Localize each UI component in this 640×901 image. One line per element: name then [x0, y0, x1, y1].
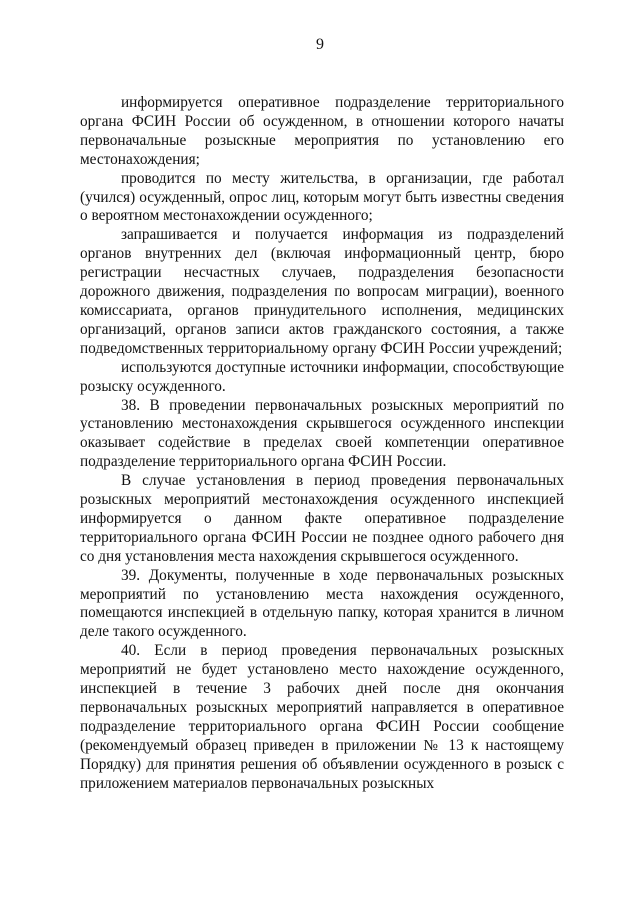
page-number: 9 — [316, 36, 324, 53]
paragraph-request-info: запрашивается и получается информация из подразделений органов внутренних дел (включая информационный центр, бюро регистрации несчастных случаев, подразделения безопасности дорожного движения, подразделения по вопросам миграции), военного комиссариата, органов принудительного исполнения, медицинских организаций, органов записи актов гражданского состояния, а также подведомственных территориальному органу ФСИН России учреждений; — [80, 226, 564, 357]
paragraph-38: 38. В проведении первоначальных розыскных мероприятий по установлению местонахождения скрывшегося осужденного инспекции оказывает содействие в пределах своей компетенции оперативное подразделение территориального органа ФСИН России. — [80, 396, 564, 471]
paragraph-inform-operative: информируется оперативное подразделение территориального органа ФСИН России об осужденном, в отношении которого начаты первоначальные розыскные мероприятия по установлению его местонахождения; — [80, 94, 564, 168]
paragraph-40: 40. Если в период проведения первоначальных розыскных мероприятий не будет установлено место нахождение осужденного, инспекцией в течение 3 рабочих дней после дня окончания первоначальных розыскных мероприятий направляется в оперативное подразделение территориального органа ФСИН России сообщение (рекомендуемый образец приведен в приложении № 13 к настоящему Порядку) для принятия решения об объявлении осужденного в розыск с приложением материалов первоначальных розыскных — [80, 642, 564, 792]
paragraph-sources: используются доступные источники информации, способствующие розыску осужденного. — [80, 358, 564, 395]
paragraph-interview: проводится по месту жительства, в организации, где работал (учился) осужденный, опрос лиц, которым могут быть известны сведения о вероятном местонахождении осужденного; — [80, 169, 564, 225]
paragraph-38-continued: В случае установления в период проведения первоначальных розыскных мероприятий местонахождения осужденного инспекцией информируется о данном факте оперативное подразделение территориального органа ФСИН России не позднее одного рабочего дня со дня установления места нахождения скрывшегося осужденного. — [80, 472, 564, 565]
document-body — [80, 94, 564, 794]
paragraph-39: 39. Документы, полученные в ходе первоначальных розыскных мероприятий по установлению места нахождения осужденного, помещаются инспекцией в отдельную папку, которая хранится в личном деле такого осужденного. — [80, 566, 564, 641]
